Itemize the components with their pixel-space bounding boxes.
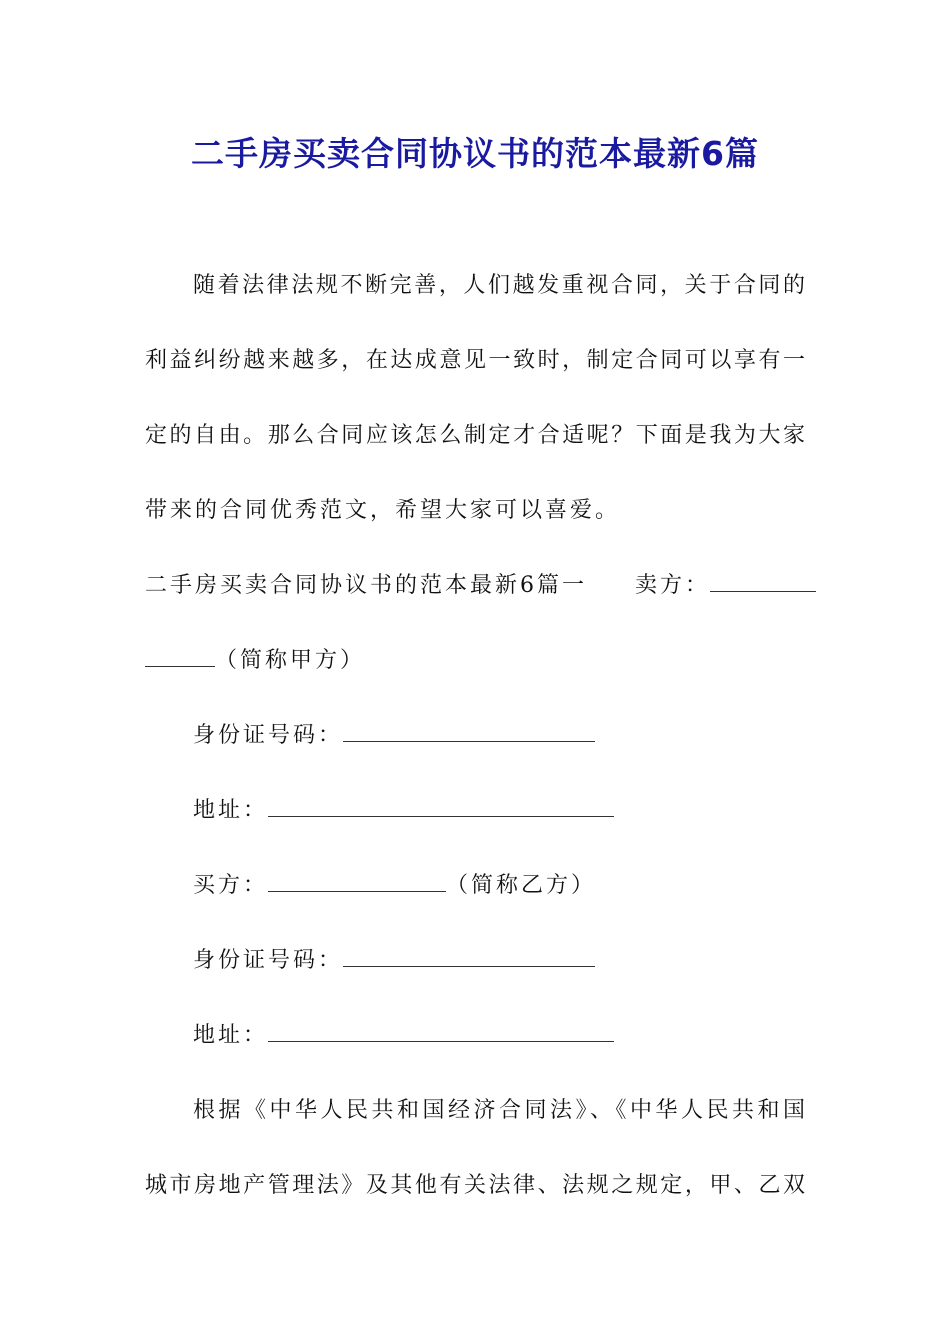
seller-name-blank [710,573,816,592]
buyer-suffix: （简称乙方） [446,873,597,898]
seller-address-label: 地址： [193,798,269,823]
seller-id-label: 身份证号码： [193,723,344,748]
section-heading: 二手房买卖合同协议书的范本最新6篇一 [145,573,587,598]
buyer-id-blank [343,948,595,967]
basis-line-1: 根据《中华人民共和国经济合同法》、《中华人民共和国 [193,1098,805,1123]
seller-line [145,571,805,601]
intro-line-4: 带来的合同优秀范文，希望大家可以喜爱。 [145,498,621,523]
intro-line-2: 利益纠纷越来越多，在达成意见一致时，制定合同可以享有一 [145,348,805,373]
document-title: 二手房买卖合同协议书的范本最新6篇 [191,134,759,173]
seller-suffix: （简称甲方） [215,648,366,673]
seller-address-line [193,796,614,826]
seller-continuation-line [145,646,365,676]
buyer-line [193,871,596,901]
intro-line-3: 定的自由。那么合同应该怎么制定才合适呢？下面是我为大家 [145,423,805,448]
buyer-address-blank [268,1023,614,1042]
seller-address-blank [268,798,614,817]
buyer-address-line [193,1021,614,1051]
buyer-name-blank [268,873,446,892]
intro-line-1: 随着法律法规不断完善，人们越发重视合同，关于合同的 [193,273,805,298]
buyer-address-label: 地址： [193,1023,269,1048]
buyer-id-label: 身份证号码： [193,948,344,973]
seller-name-blank-continued [145,648,215,667]
basis-line-2: 城市房地产管理法》及其他有关法律、法规之规定，甲、乙双 [145,1173,805,1198]
buyer-label: 买方： [193,873,269,898]
seller-id-blank [343,723,595,742]
seller-label: 卖方： [635,573,711,598]
seller-id-line [193,721,595,751]
buyer-id-line [193,946,595,976]
